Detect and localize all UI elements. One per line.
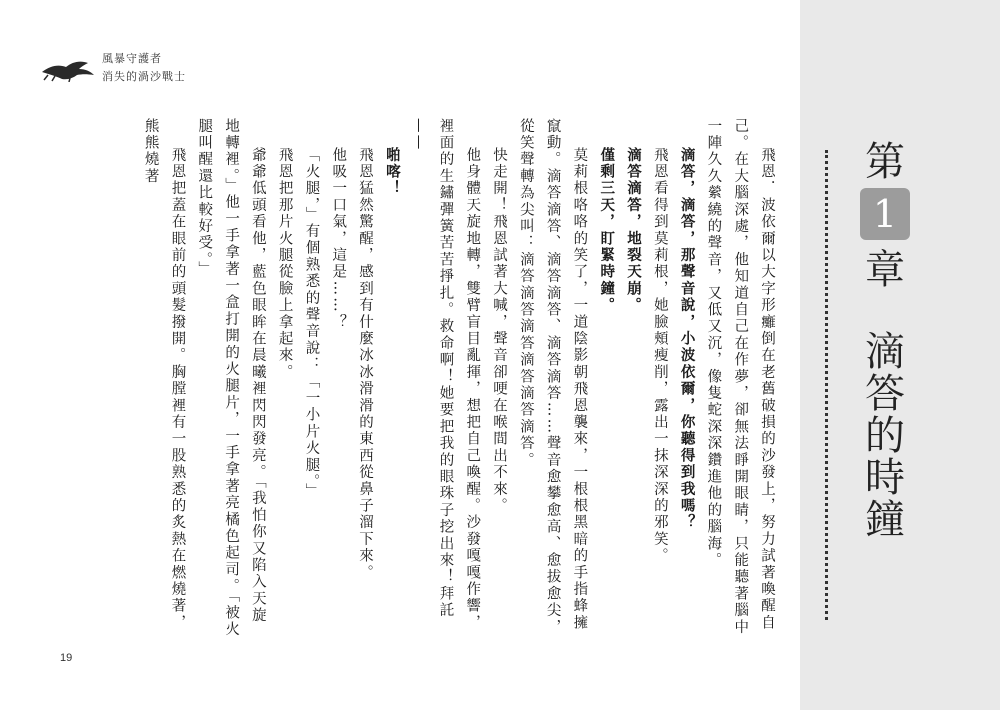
paragraph: 飛恩看得到莫莉根，她臉頰瘦削，露出一抹深深的邪笑。: [651, 147, 668, 565]
paragraph: 「火腿，」有個熟悉的聲音說：「一小片火腿。」: [303, 147, 320, 500]
chapter-prefix: 第: [865, 139, 905, 185]
paragraph: 他身體天旋地轉，雙臂盲目亂揮，想把自己喚醒。沙發嘎嘎作響，裡面的生鏽彈簧苦苦掙扎。救命啊！她要把我的眼珠子挖出來！拜託——: [410, 118, 481, 632]
page-number: 19: [60, 652, 73, 664]
paragraph: 飛恩把蓋在眼前的頭髮撥開。胸膛裡有一股熟悉的炙熱在燃燒著，熊熊燒著: [142, 118, 186, 632]
chapter-title-char-1: 滴: [865, 329, 905, 375]
chapter-number-badge: 1: [860, 188, 910, 240]
paragraph: 飛恩．波依爾以大字形癱倒在老舊破損的沙發上，努力試著喚醒自己。在大腦深處，他知道自己在作夢，卻無法睜開眼睛，只能聽著腦中一陣久久縈繞的聲音，又低又沉，像隻蛇深深鑽進他的腦海。: [705, 118, 775, 636]
paragraph: 爺爺低頭看他，藍色眼眸在晨曦裡閃閃發亮。「我怕你又陷入天旋地轉裡。」他一手拿著一盒打開的火腿片，一手拿著亮橘色起司。「被火腿叫醒還比較好受。」: [196, 118, 266, 638]
paragraph: 快走開！飛恩試著大喊，聲音卻哽在喉間出不來。: [491, 147, 508, 515]
dotted-divider: [825, 150, 828, 620]
paragraph: 飛恩猛然驚醒，感到有什麼冰冰滑滑的東西從鼻子溜下來。: [357, 147, 374, 582]
paragraph: 啪喀！: [383, 147, 401, 198]
chapter-heading: [857, 139, 913, 543]
chapter-title-char-3: 的: [865, 413, 905, 459]
chapter-title-char-5: 鐘: [865, 497, 905, 543]
storm-creature-logo-icon: [40, 56, 96, 82]
chapter-title-char-4: 時: [865, 455, 905, 501]
paragraph: 他吸一口氣，這是……？: [330, 147, 347, 331]
series-title: 風暴守護者: [102, 52, 162, 65]
paragraph: 滴答，滴答，那聲音說，小波依爾，你聽得到我嗎？: [678, 147, 696, 532]
body-text: [68, 118, 780, 638]
paragraph: 飛恩把那片火腿從臉上拿起來。: [276, 147, 293, 381]
chapter-title-char-2: 答: [865, 371, 905, 417]
book-title: 消失的渦沙戰士: [102, 70, 186, 83]
running-header: [40, 46, 230, 94]
paragraph: 僅剩三天，盯緊時鐘。: [598, 147, 616, 314]
paragraph: 滴答滴答，地裂天崩。: [625, 147, 643, 314]
paragraph: 莫莉根咯咯的笑了，一道陰影朝飛恩襲來，一根根黑暗的手指蜂擁竄動。滴答滴答、滴答滴答、滴答滴答……聲音愈攀愈高、愈拔愈尖，從笑聲轉為尖叫：滴答滴答滴答滴答滴答滴答。: [517, 118, 588, 636]
chapter-suffix: 章: [865, 247, 905, 293]
